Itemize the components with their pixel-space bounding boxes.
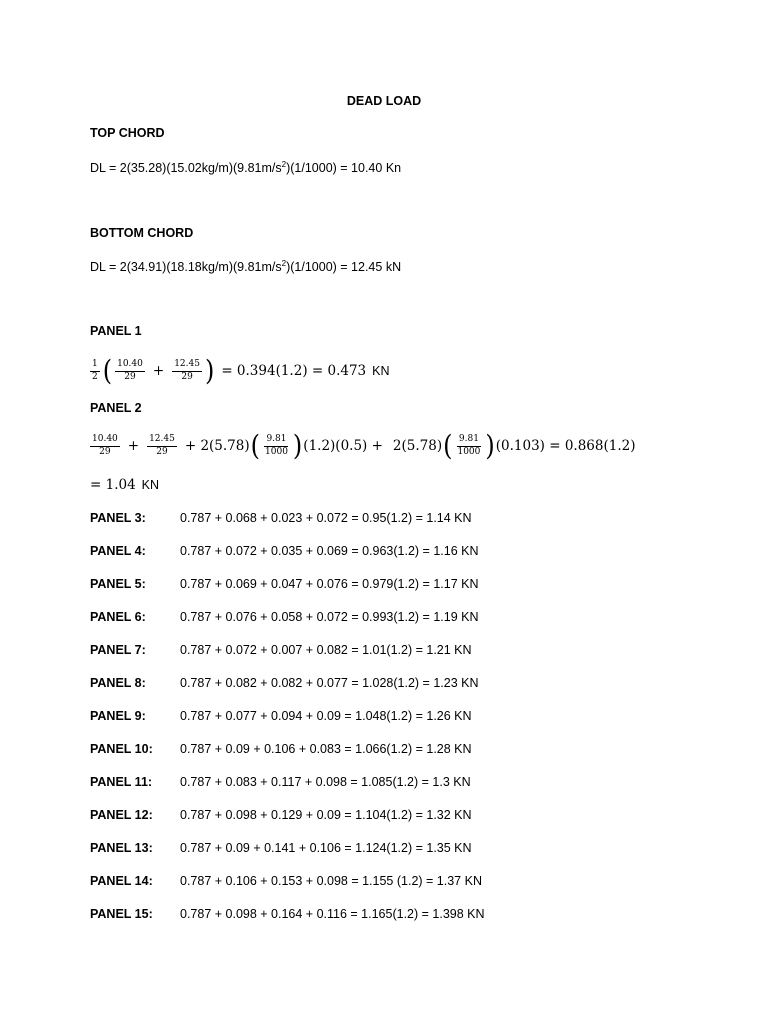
- top-chord-equation: [90, 160, 401, 175]
- panel-row-label: PANEL 13:: [90, 841, 153, 855]
- panel1-fraction-bottom: [172, 360, 202, 382]
- panel2-result-line: [90, 477, 159, 493]
- panel2-result: = 1.04: [90, 477, 136, 493]
- bottom-chord-heading: BOTTOM CHORD: [90, 226, 194, 240]
- panel-row-label: PANEL 4:: [90, 544, 146, 558]
- close-paren: ): [485, 429, 495, 463]
- top-chord-heading: TOP CHORD: [90, 126, 165, 140]
- panel2-equation: [88, 429, 635, 463]
- panel-row-label: PANEL 5:: [90, 577, 146, 591]
- panel-row-equation: 0.787 + 0.09 + 0.106 + 0.083 = 1.066(1.2) = 1.28 KN: [180, 742, 472, 756]
- panel-row-label: PANEL 3:: [90, 511, 146, 525]
- panel2-fraction-top: [90, 435, 120, 457]
- fraction-numerator: 10.40: [115, 360, 145, 371]
- fraction-denominator: 29: [181, 371, 193, 382]
- top-chord-eq-prefix: DL = 2(35.28)(15.02kg/m)(9.81m/s: [90, 161, 282, 176]
- plus-sign: +: [127, 438, 140, 454]
- fraction-denominator: 29: [156, 446, 168, 457]
- top-chord-eq-suffix: )(1/1000) = 10.40 Kn: [286, 161, 402, 176]
- open-paren: (: [443, 429, 453, 463]
- panel-row-label: PANEL 14:: [90, 874, 153, 888]
- panel-row-equation: 0.787 + 0.098 + 0.164 + 0.116 = 1.165(1.2) = 1.398 KN: [180, 907, 485, 921]
- fraction-numerator: 9.81: [264, 435, 288, 446]
- panel-row-equation: 0.787 + 0.098 + 0.129 + 0.09 = 1.104(1.2) = 1.32 KN: [180, 808, 472, 822]
- plus-sign: +: [152, 363, 165, 379]
- panel2-fraction-gravity-1: [263, 435, 290, 457]
- panel1-unit: KN: [372, 364, 390, 378]
- close-paren: ): [292, 429, 303, 463]
- panel2-term2-tail: (0.103) = 0.868(1.2): [495, 438, 636, 454]
- fraction-numerator: 9.81: [457, 435, 481, 446]
- panel-row-equation: 0.787 + 0.083 + 0.117 + 0.098 = 1.085(1.2) = 1.3 KN: [180, 775, 471, 789]
- bottom-chord-equation: [90, 259, 401, 274]
- panel-row-label: PANEL 12:: [90, 808, 153, 822]
- panel2-fraction-gravity-2: [455, 435, 482, 457]
- panel1-fraction-top: [115, 360, 145, 382]
- top-chord-eq-exponent: 2: [281, 160, 287, 169]
- fraction-numerator: 12.45: [147, 435, 177, 446]
- panel2-term1-tail: (1.2)(0.5) +: [303, 438, 383, 454]
- panel1-result: = 0.394(1.2) = 0.473: [221, 363, 367, 379]
- fraction-denominator: 29: [124, 371, 136, 382]
- panel2-term1-coefficient: + 2(5.78): [184, 438, 250, 454]
- open-paren: (: [102, 354, 113, 388]
- panel2-term2-coefficient: 2(5.78): [392, 438, 443, 454]
- page-title: DEAD LOAD: [346, 94, 422, 108]
- panel-row-equation: 0.787 + 0.068 + 0.023 + 0.072 = 0.95(1.2) = 1.14 KN: [180, 511, 472, 525]
- fraction-denominator: 1000: [457, 446, 481, 457]
- fraction-denominator: 1000: [265, 446, 288, 457]
- panel2-unit: KN: [141, 478, 160, 492]
- panel-row-label: PANEL 9:: [90, 709, 146, 723]
- close-paren: ): [204, 354, 215, 388]
- panel1-equation: [88, 354, 390, 388]
- panel-row-equation: 0.787 + 0.09 + 0.141 + 0.106 = 1.124(1.2) = 1.35 KN: [180, 841, 472, 855]
- panel-row-equation: 0.787 + 0.069 + 0.047 + 0.076 = 0.979(1.2) = 1.17 KN: [180, 577, 479, 591]
- panel1-half-fraction: [90, 360, 100, 382]
- fraction-numerator: 12.45: [172, 360, 202, 371]
- panel-row-label: PANEL 6:: [90, 610, 146, 624]
- panel-row-equation: 0.787 + 0.082 + 0.082 + 0.077 = 1.028(1.2) = 1.23 KN: [180, 676, 479, 690]
- panel-row-equation: 0.787 + 0.072 + 0.007 + 0.082 = 1.01(1.2) = 1.21 KN: [180, 643, 472, 657]
- panel-row-label: PANEL 10:: [90, 742, 153, 756]
- bottom-chord-eq-prefix: DL = 2(34.91)(18.18kg/m)(9.81m/s: [90, 260, 282, 275]
- panel-row-label: PANEL 11:: [90, 775, 153, 789]
- panel1-heading: PANEL 1: [90, 324, 142, 338]
- panel-row-equation: 0.787 + 0.106 + 0.153 + 0.098 = 1.155 (1.2) = 1.37 KN: [180, 874, 482, 888]
- panel-row-equation: 0.787 + 0.072 + 0.035 + 0.069 = 0.963(1.2) = 1.16 KN: [180, 544, 479, 558]
- panel-row-equation: 0.787 + 0.077 + 0.094 + 0.09 = 1.048(1.2) = 1.26 KN: [180, 709, 472, 723]
- bottom-chord-eq-exponent: 2: [281, 259, 287, 268]
- bottom-chord-eq-suffix: )(1/1000) = 12.45 kN: [286, 260, 402, 275]
- fraction-denominator: 29: [99, 446, 111, 457]
- fraction-numerator: 10.40: [90, 435, 120, 446]
- fraction-numerator: 1: [90, 360, 100, 371]
- panel-row-label: PANEL 8:: [90, 676, 146, 690]
- panel-row-label: PANEL 15:: [90, 907, 153, 921]
- panel-row-equation: 0.787 + 0.076 + 0.058 + 0.072 = 0.993(1.2) = 1.19 KN: [180, 610, 479, 624]
- panel2-fraction-bottom: [147, 435, 177, 457]
- open-paren: (: [250, 429, 261, 463]
- panel-row-label: PANEL 7:: [90, 643, 146, 657]
- fraction-denominator: 2: [92, 371, 98, 382]
- panel2-heading: PANEL 2: [90, 401, 142, 415]
